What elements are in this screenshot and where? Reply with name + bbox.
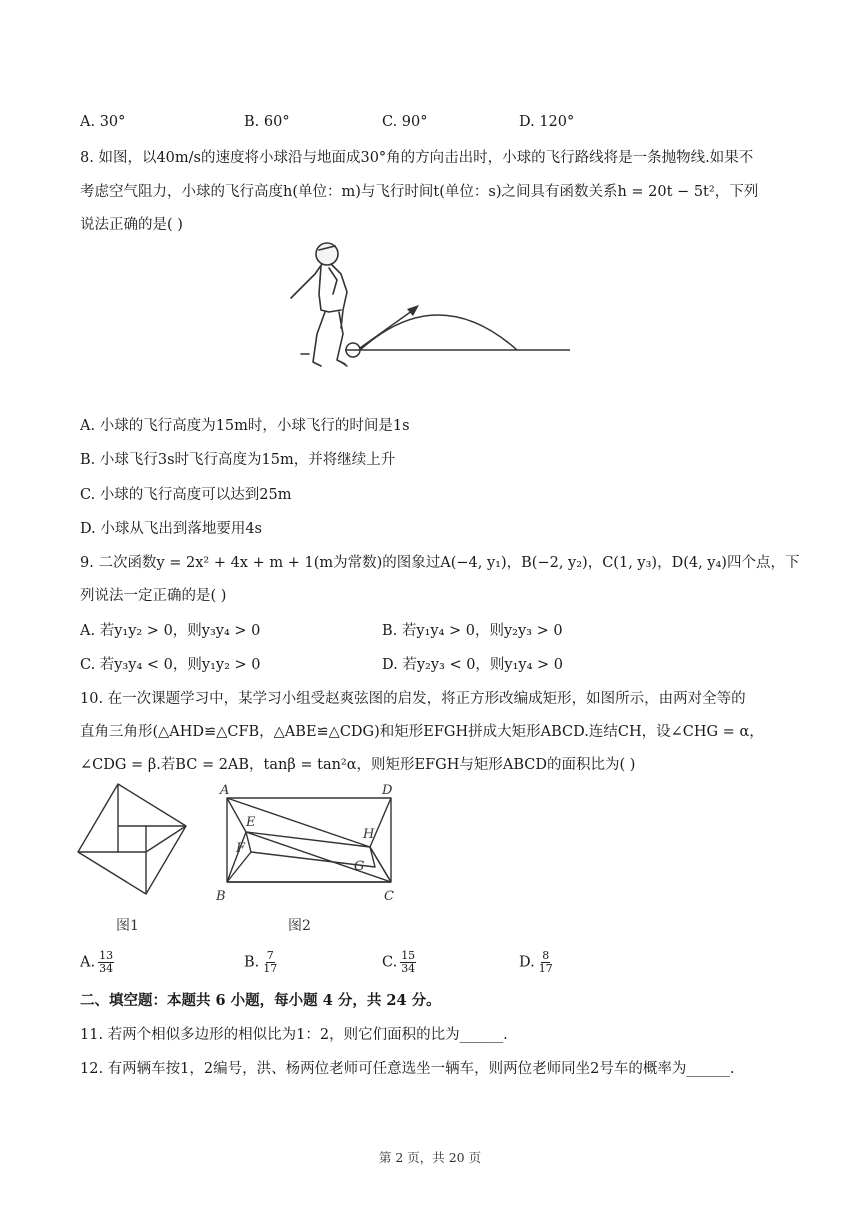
- q10-stem-line3: ∠CDG = β.若BC = 2AB，tanβ = tan²α，则矩形EFGH与矩形ABCD的面积比为( ): [80, 757, 636, 773]
- label-e: E: [246, 815, 256, 830]
- label-b: B: [216, 889, 226, 904]
- label-d: D: [382, 783, 393, 798]
- golfer-figure: [285, 238, 575, 378]
- q9-option-c: C. 若y₃y₄ < 0，则y₁y₂ > 0: [80, 657, 261, 673]
- golfer-illustration: [291, 243, 347, 366]
- direction-arrow: [360, 308, 416, 348]
- q8-option-b: B. 小球飞行3s时飞行高度为15m，并将继续上升: [80, 452, 396, 468]
- q9-stem-line2: 列说法一定正确的是( ): [80, 588, 227, 604]
- q10-option-a: A. $\frac{13}{34}$: [80, 949, 114, 975]
- q8-option-a: A. 小球的飞行高度为15m时，小球飞行的时间是1s: [80, 418, 410, 434]
- figure-1: [76, 782, 192, 942]
- q9-option-b: B. 若y₁y₄ > 0，则y₂y₃ > 0: [382, 623, 563, 639]
- q7-option-a: A. 30°: [80, 114, 126, 130]
- label-a: A: [220, 783, 230, 798]
- q7-option-d: D. 120°: [519, 114, 575, 130]
- figure-2-caption: 图2: [288, 918, 311, 934]
- q9-stem-line1: 9. 二次函数y = 2x² + 4x + m + 1(m为常数)的图象过A(−4, y₁)，B(−2, y₂)，C(1, y₃)，D(4, y₄)四个点，下: [80, 555, 800, 571]
- q11-text: 11. 若两个相似多边形的相似比为1：2，则它们面积的比为______.: [80, 1027, 508, 1043]
- q10-stem-line1: 10. 在一次课题学习中，某学习小组受赵爽弦图的启发，将正方形改编成矩形，如图所示，由两对全等的: [80, 691, 746, 707]
- q8-stem-line1: 8. 如图，以40m/s的速度将小球沿与地面成30°角的方向击出时，小球的飞行路线将是一条抛物线.如果不: [80, 150, 754, 166]
- label-g: G: [354, 859, 365, 874]
- q8-option-c: C. 小球的飞行高度可以达到25m: [80, 487, 292, 503]
- q10-option-c: C. $\frac{15}{34}$: [382, 949, 416, 975]
- q12-text: 12. 有两辆车按1，2编号，洪、杨两位老师可任意选坐一辆车，则两位老师同坐2号车的概率为______.: [80, 1061, 735, 1077]
- q9-option-d: D. 若y₂y₃ < 0，则y₁y₄ > 0: [382, 657, 564, 673]
- label-c: C: [384, 889, 394, 904]
- q8-option-d: D. 小球从飞出到落地要用4s: [80, 521, 262, 537]
- label-f: F: [236, 841, 246, 856]
- trajectory-arc: [360, 315, 517, 350]
- label-h: H: [363, 827, 375, 842]
- q8-stem-line2: 考虑空气阻力，小球的飞行高度h(单位：m)与飞行时间t(单位：s)之间具有函数关系h = 20t − 5t²，下列: [80, 184, 759, 200]
- q9-option-a: A. 若y₁y₂ > 0，则y₃y₄ > 0: [80, 623, 261, 639]
- section-heading: 二、填空题：本题共 6 小题，每小题 4 分，共 24 分。: [80, 992, 441, 1009]
- q7-option-c: C. 90°: [382, 114, 428, 130]
- q10-option-b: B. $\frac{7}{17}$: [244, 949, 278, 975]
- q10-option-d: D. $\frac{8}{17}$: [519, 949, 553, 975]
- q7-option-b: B. 60°: [244, 114, 290, 130]
- page-footer: 第 2 页，共 20 页: [378, 1150, 482, 1165]
- figure-1-caption: 图1: [116, 918, 139, 934]
- outer-square: [78, 784, 186, 894]
- q10-stem-line2: 直角三角形(△AHD≌△CFB，△ABE≌△CDG)和矩形EFGH拼成大矩形ABCD.连结CH，设∠CHG = α，: [80, 724, 764, 740]
- figure-2: [210, 780, 410, 940]
- q8-stem-line3: 说法正确的是( ): [80, 217, 183, 233]
